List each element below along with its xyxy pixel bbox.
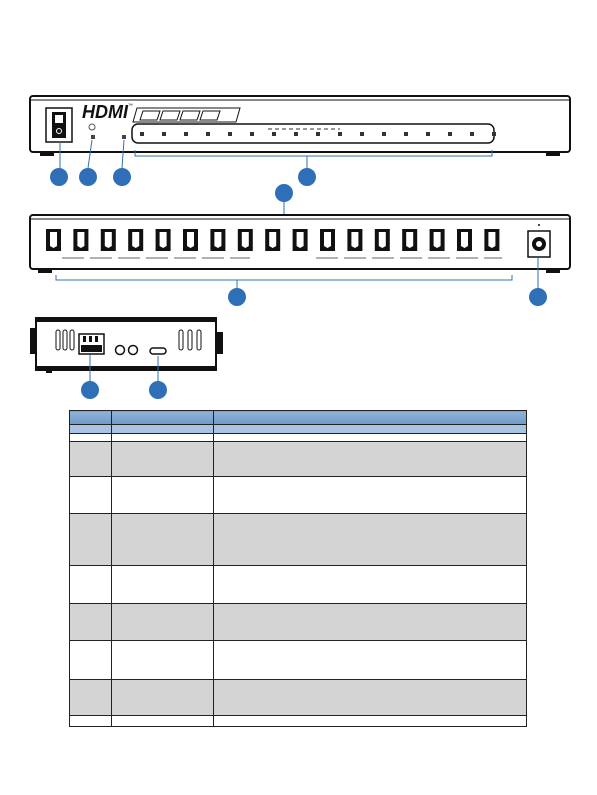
hdmi-port[interactable]	[210, 229, 225, 251]
table-row	[70, 411, 527, 425]
hdmi-port[interactable]	[457, 229, 472, 251]
callout-4	[298, 168, 316, 186]
svg-text:™: ™	[128, 103, 133, 109]
hdmi-port[interactable]	[265, 229, 280, 251]
output-led	[338, 132, 342, 136]
hdmi-port[interactable]	[238, 229, 253, 251]
hdmi-port[interactable]	[375, 229, 390, 251]
output-led	[206, 132, 210, 136]
hdmi-port[interactable]	[128, 229, 143, 251]
callout-8	[81, 381, 99, 399]
output-led	[162, 132, 166, 136]
callout-2	[79, 168, 97, 186]
callout-9	[149, 381, 167, 399]
output-led	[382, 132, 386, 136]
audio-jack-2[interactable]	[129, 346, 138, 355]
table-row	[70, 514, 527, 566]
hdmi-port[interactable]	[156, 229, 171, 251]
callout-5	[228, 288, 246, 306]
output-led	[184, 132, 188, 136]
output-led	[272, 132, 276, 136]
table-row	[70, 680, 527, 716]
callout-3	[113, 168, 131, 186]
ir-sensor	[91, 135, 95, 139]
table-row	[70, 477, 527, 514]
hdmi-port[interactable]	[183, 229, 198, 251]
callout-1	[50, 168, 68, 186]
output-led	[360, 132, 364, 136]
callout-7	[529, 288, 547, 306]
hdmi-ports[interactable]	[46, 229, 499, 251]
hdmi-port[interactable]	[73, 229, 88, 251]
rear-panel	[30, 215, 570, 273]
hdmi-logo: HDMI	[82, 102, 128, 122]
output-led	[470, 132, 474, 136]
table-row	[70, 641, 527, 680]
usb-port[interactable]	[150, 348, 166, 354]
audio-jack-1[interactable]	[116, 346, 125, 355]
table-row	[70, 425, 527, 434]
control-terminal[interactable]	[79, 334, 104, 354]
hdmi-port[interactable]	[46, 229, 61, 251]
output-led	[448, 132, 452, 136]
legend-table	[69, 410, 527, 727]
hdmi-port[interactable]	[347, 229, 362, 251]
output-led	[426, 132, 430, 136]
hdmi-port[interactable]	[430, 229, 445, 251]
hdmi-port[interactable]	[484, 229, 499, 251]
output-led	[250, 132, 254, 136]
hdmi-port[interactable]	[293, 229, 308, 251]
output-led	[228, 132, 232, 136]
table-row	[70, 566, 527, 604]
output-led	[140, 132, 144, 136]
output-led	[294, 132, 298, 136]
table-row	[70, 442, 527, 477]
table-row	[70, 716, 527, 727]
side-panel	[30, 318, 223, 373]
table-row	[70, 604, 527, 641]
hdmi-port[interactable]	[402, 229, 417, 251]
callout-6	[275, 184, 293, 202]
output-led	[492, 132, 496, 136]
front-panel	[30, 96, 570, 156]
output-led	[404, 132, 408, 136]
output-led	[316, 132, 320, 136]
hdmi-port[interactable]	[101, 229, 116, 251]
hdmi-port[interactable]	[320, 229, 335, 251]
table-row	[70, 434, 527, 442]
